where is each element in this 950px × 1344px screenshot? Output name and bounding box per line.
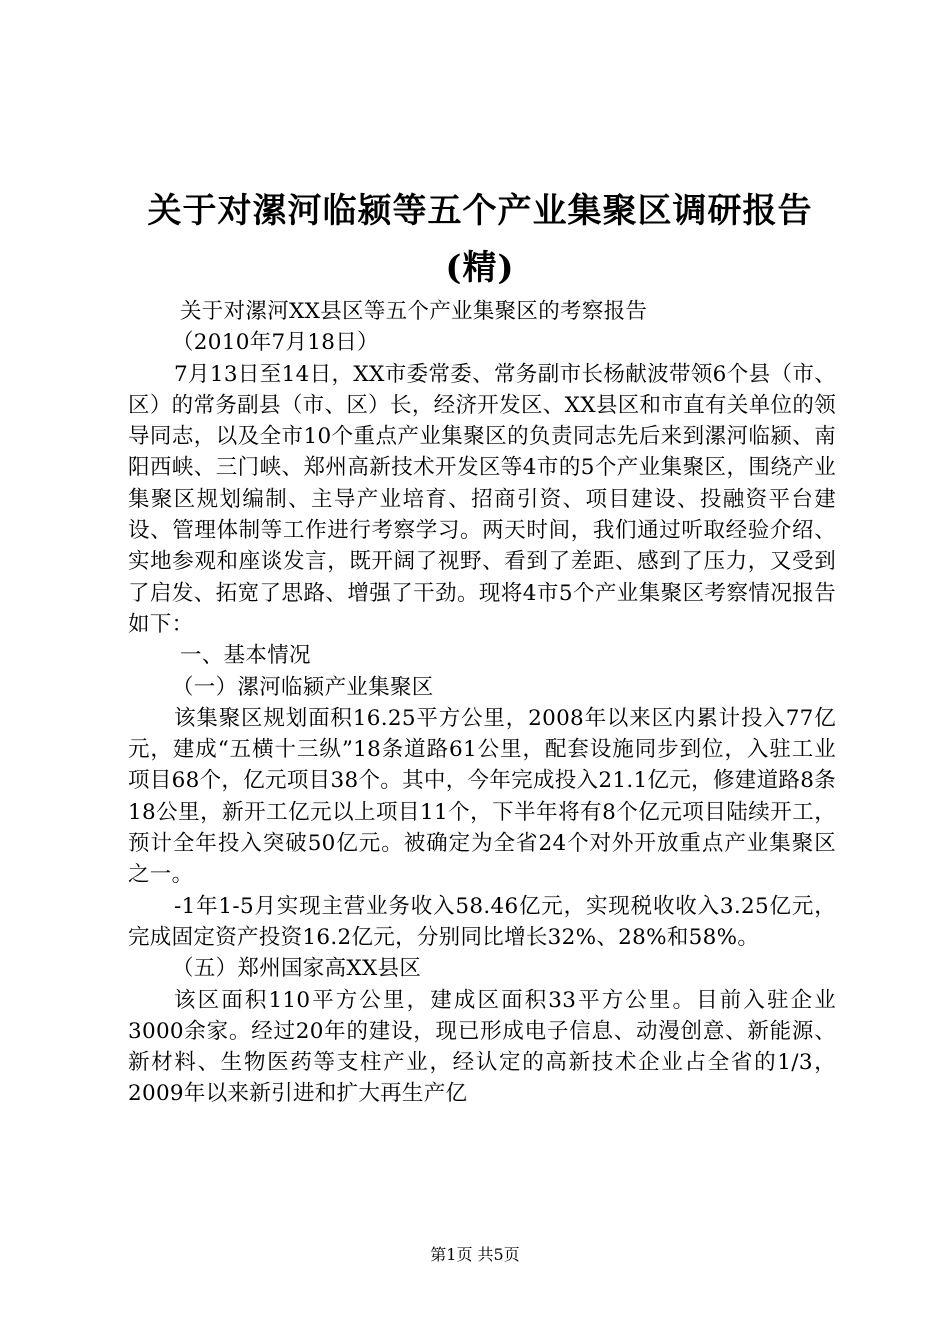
intro-paragraph: 7月13日至14日，XX市委常委、常务副市长杨献波带领6个县（市、区）的常务副县（市、区）长，经济开发区、XX县区和市直有关单位的领导同志，以及全市10个重点产业集聚区的负责同志先后来到漯河临颍、南阳西峡、三门峡、郑州高新技术开发区等4市的5个产业集聚区，围绕产业集聚区规划编制、主导产业培育、招商引资、项目建设、投融资平台建设、管理体制等工作进行考察学习。两天时间，我们通过听取经验介绍、实地参观和座谈发言，既开阔了视野、看到了差距、感到了压力，又受到了启发、拓宽了思路、增强了干劲。现将4市5个产业集聚区考察情况报告如下： [128, 361, 836, 637]
document-title-suffix: (精) [445, 248, 515, 288]
document-body [128, 296, 836, 1110]
subtitle-paragraph: 关于对漯河XX县区等五个产业集聚区的考察报告 [180, 299, 648, 324]
body-paragraph: -1年1-5月实现主营业务收入58.46亿元，实现税收收入3.25亿元，完成固定资产投资16.2亿元，分别同比增长32%、28%和58%。 [128, 893, 836, 950]
subsection-heading: （五）郑州国家高XX县区 [172, 956, 422, 982]
subsection-heading: （一）漯河临颍产业集聚区 [172, 674, 434, 700]
date-paragraph: （2010年7月18日） [172, 330, 379, 356]
page-number: 第1页 共5页 [430, 1245, 520, 1264]
body-paragraph: 该区面积110平方公里，建成区面积33平方公里。目前入驻企业3000余家。经过20年的建设，现已形成电子信息、动漫创意、新能源、新材料、生物医药等支柱产业，经认定的高新技术企业占全省的1/3，2009年以来新引进和扩大再生产亿 [128, 987, 836, 1107]
body-paragraph: 该集聚区规划面积16.25平方公里，2008年以来区内累计投入77亿元，建成“五横十三纵”18条道路61公里，配套设施同步到位，入驻工业项目68个，亿元项目38个。其中，今年完成投入21.1亿元，修建道路8条18公里，新开工亿元以上项目11个，下半年将有8个亿元项目陆续开工，预计全年投入突破50亿元。被确定为全省24个对外开放重点产业集聚区之一。 [128, 705, 836, 888]
document-title: 关于对漯河临颍等五个产业集聚区调研报告 [147, 191, 813, 231]
section-heading: 一、基本情况 [180, 643, 311, 669]
